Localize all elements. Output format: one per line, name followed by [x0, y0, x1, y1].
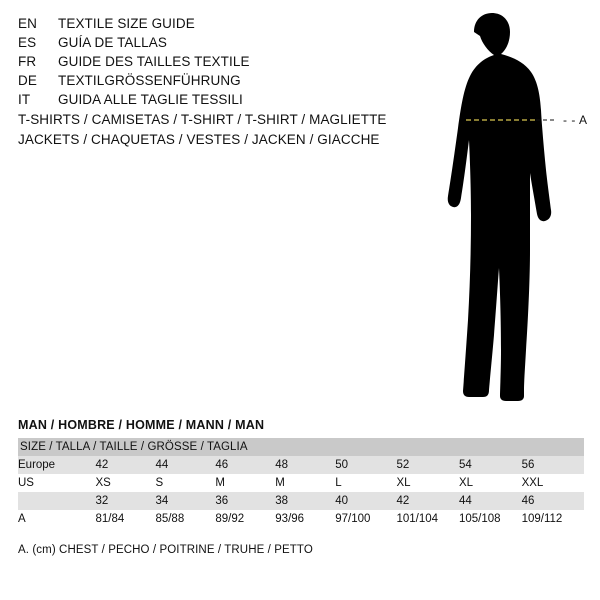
language-text: GUIDE DES TAILLES TEXTILE — [58, 54, 250, 69]
cell: M — [215, 474, 275, 492]
language-text: TEXTILE SIZE GUIDE — [58, 16, 195, 31]
cell: XS — [96, 474, 156, 492]
cell: 36 — [215, 492, 275, 510]
table-title: MAN / HOMBRE / HOMME / MANN / MAN — [18, 418, 265, 432]
cell: 85/88 — [155, 510, 215, 528]
figure-area — [400, 10, 600, 410]
cell: 81/84 — [96, 510, 156, 528]
cell: 105/108 — [459, 510, 522, 528]
cell: 97/100 — [335, 510, 396, 528]
cell: 38 — [275, 492, 335, 510]
language-code: DE — [18, 73, 37, 88]
table-row — [18, 456, 584, 474]
cell: 93/96 — [275, 510, 335, 528]
language-text: TEXTILGRÖSSENFÜHRUNG — [58, 73, 241, 88]
row-label — [18, 492, 96, 510]
table-row — [18, 492, 584, 510]
language-text: GUÍA DE TALLAS — [58, 35, 167, 50]
cell: XXL — [522, 474, 584, 492]
cell: S — [155, 474, 215, 492]
table-footnote: A. (cm) CHEST / PECHO / POITRINE / TRUHE / PETTO — [18, 544, 313, 556]
language-code: ES — [18, 35, 37, 50]
chest-measure-line — [400, 10, 600, 410]
language-row — [18, 33, 378, 52]
cell: 46 — [215, 456, 275, 474]
table-row — [18, 474, 584, 492]
row-label: US — [18, 474, 96, 492]
cell: 109/112 — [522, 510, 584, 528]
language-row — [18, 52, 378, 71]
cell: XL — [396, 474, 459, 492]
cell: M — [275, 474, 335, 492]
cell: XL — [459, 474, 522, 492]
size-table-section — [18, 418, 584, 556]
language-row — [18, 71, 378, 90]
cell: 34 — [155, 492, 215, 510]
cell: 40 — [335, 492, 396, 510]
cell: 44 — [155, 456, 215, 474]
language-code: EN — [18, 16, 37, 31]
category-line-jackets: JACKETS / CHAQUETAS / VESTES / JACKEN / GIACCHE — [18, 132, 380, 147]
cell: 50 — [335, 456, 396, 474]
row-label: Europe — [18, 456, 96, 474]
table-row — [18, 510, 584, 528]
category-block — [18, 110, 418, 150]
table-header-row — [18, 438, 584, 456]
language-row — [18, 90, 378, 109]
language-guide-block — [18, 14, 378, 109]
cell: 42 — [96, 456, 156, 474]
row-label: A — [18, 510, 96, 528]
cell: 56 — [522, 456, 584, 474]
cell: 44 — [459, 492, 522, 510]
cell: L — [335, 474, 396, 492]
cell: 46 — [522, 492, 584, 510]
cell: 52 — [396, 456, 459, 474]
cell: 32 — [96, 492, 156, 510]
cell: 48 — [275, 456, 335, 474]
cell: 42 — [396, 492, 459, 510]
category-line-tshirts: T-SHIRTS / CAMISETAS / T-SHIRT / T-SHIRT / MAGLIETTE — [18, 112, 387, 127]
language-row — [18, 14, 378, 33]
cell: 101/104 — [396, 510, 459, 528]
cell: 54 — [459, 456, 522, 474]
cell: 89/92 — [215, 510, 275, 528]
table-header-label: SIZE / TALLA / TAILLE / GRÖSSE / TAGLIA — [18, 438, 584, 456]
size-table — [18, 438, 584, 528]
chest-measure-label: - - A — [563, 113, 588, 127]
language-code: FR — [18, 54, 37, 69]
language-code: IT — [18, 92, 31, 107]
language-text: GUIDA ALLE TAGLIE TESSILI — [58, 92, 243, 107]
